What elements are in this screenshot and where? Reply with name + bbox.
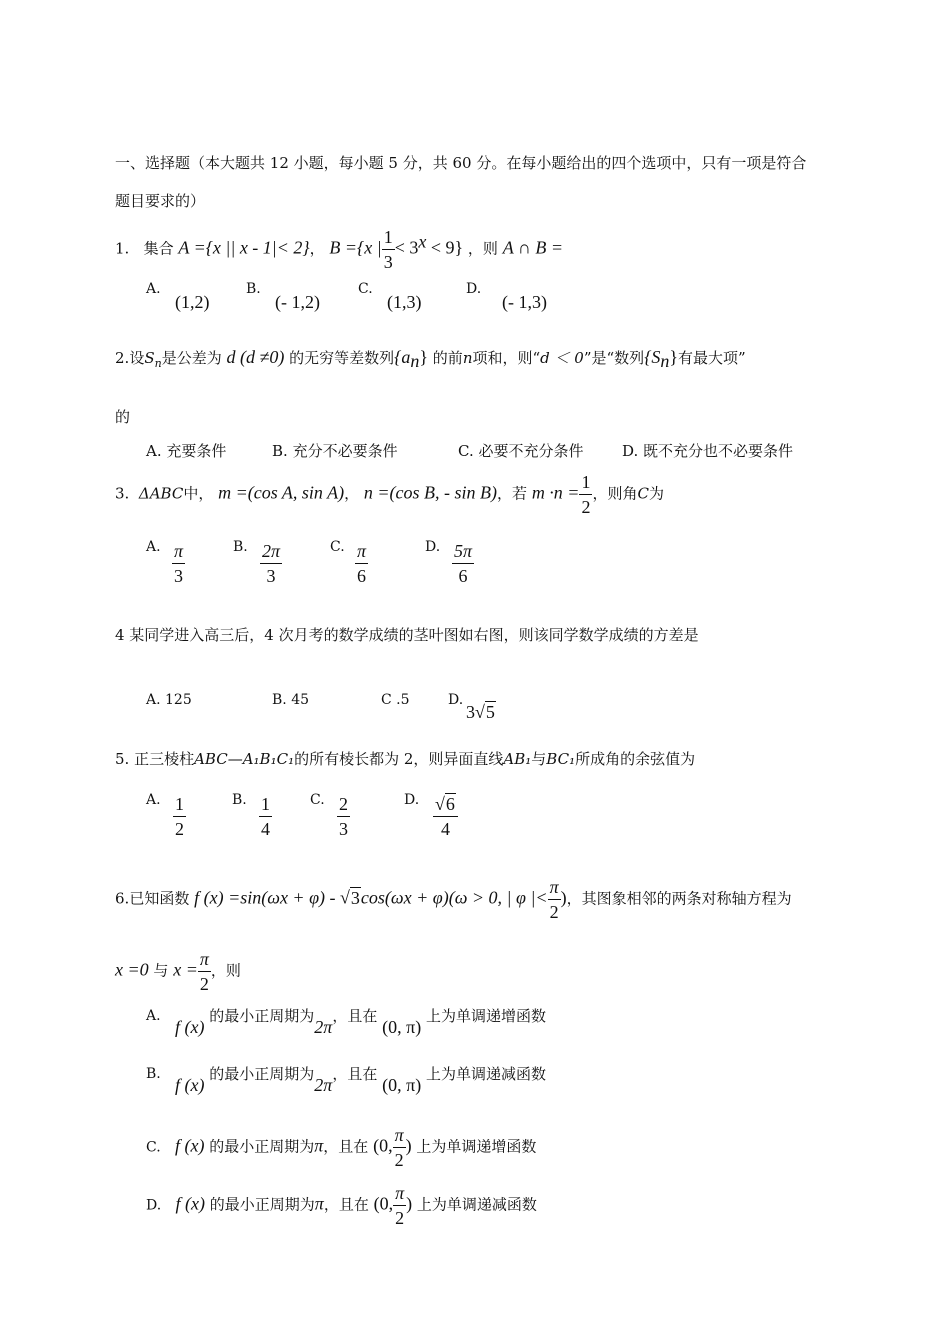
question-2: 2.设$S_n$是公差为 d (d ≠0) 的无穷等差数列$\{a_n\}$ 的前n项和，则“d ＜ 0”是“数列$\{S_n\}$有最大项”: [115, 347, 746, 371]
option-fraction: $\frac{1}{4}$: [261, 794, 270, 839]
q4-option-d-value: 3√5: [466, 702, 495, 722]
question-3: 3. ΔABC中， m =(cos A, sin A)， n =(cos B, - sin B)，若 m ·n = $\frac{1}{2}$ ，则角C为: [115, 472, 664, 517]
section-heading-line1: 一、选择题（本大题共 12 小题，每小题 5 分，共 60 分。在每小题给出的四个选项中，只有一项是符合: [115, 154, 807, 172]
q4-option-c: C .5: [381, 692, 410, 708]
intersection-expr: A ∩ B =: [502, 237, 564, 258]
q2-option-c: C. 必要不充分条件: [458, 442, 584, 460]
option-value: (- 1,3): [502, 292, 547, 312]
option-label: D.: [466, 281, 482, 297]
question-2-cont: 的: [115, 408, 131, 426]
option-fraction: $\frac{√6}{4}$: [433, 795, 458, 838]
option-label: D.: [404, 792, 420, 808]
option-label: C.: [330, 539, 345, 555]
fraction: $\frac{1}{3}$: [383, 227, 393, 272]
question-number: 3.: [115, 484, 130, 503]
q6-option-c: C. f (x) 的最小正周期为π，且在 (0, $\frac{\pi}{2}$ ) 上为单调递增函数: [146, 1125, 537, 1170]
function-expr: f (x) =sin(ωx + φ) -: [194, 887, 341, 908]
section-heading-line2: 题目要求的）: [115, 192, 206, 210]
option-label: B.: [146, 1066, 161, 1082]
question-6: 6.已知函数 f (x) =sin(ωx + φ) - √3cos(ωx + φ)(ω > 0, | φ |< $\frac{\pi}{2}$ )，其图象相邻的两条对称轴方程为: [115, 877, 792, 922]
question-number: 2.: [115, 349, 130, 367]
option-label: B.: [246, 281, 261, 297]
question-5: 5. 正三棱柱ABC—A₁B₁C₁的所有棱长都为 2，则异面直线AB₁与BC₁所成角的余弦值为: [115, 750, 696, 768]
option-label: A.: [146, 281, 161, 297]
q4-option-b: B. 45: [272, 692, 310, 708]
fraction: $\frac{\pi}{2}$: [549, 877, 559, 922]
option-label: A.: [146, 1008, 161, 1024]
q2-option-b: B. 充分不必要条件: [272, 442, 398, 460]
option-value: (1,2): [175, 292, 210, 312]
option-label: B.: [232, 792, 247, 808]
question-6-cont: x =0 与 x = $\frac{\pi}{2}$ ，则: [115, 949, 241, 994]
q6-option-a: f (x) 的最小正周期为2π，且在 (0, π) 上为单调递增函数: [175, 1007, 546, 1037]
option-label: C.: [358, 281, 373, 297]
q6-option-b: f (x) 的最小正周期为2π，且在 (0, π) 上为单调递减函数: [175, 1065, 546, 1095]
option-label: A.: [146, 792, 161, 808]
option-value: (1,3): [387, 292, 422, 312]
question-number: 6.: [115, 889, 130, 908]
option-label: D.: [425, 539, 441, 555]
question-4: 4 某同学进入高三后，4 次月考的数学成绩的茎叶图如右图，则该同学数学成绩的方差是: [115, 626, 699, 644]
option-label: B.: [233, 539, 248, 555]
fraction: $\frac{1}{2}$: [581, 472, 591, 517]
option-fraction: $\frac{2}{3}$: [339, 794, 348, 839]
option-fraction: $\frac{\pi}{3}$: [174, 541, 184, 586]
option-value: (- 1,2): [275, 292, 320, 312]
question-number: 1.: [115, 239, 130, 258]
option-label: D.: [448, 692, 464, 708]
q2-option-d: D. 既不充分也不必要条件: [622, 442, 794, 460]
option-fraction: $\frac{1}{2}$: [175, 794, 184, 839]
option-fraction: $\frac{\pi}{6}$: [357, 541, 367, 586]
q6-option-d: D. f (x) 的最小正周期为π，且在 (0, $\frac{\pi}{2}$ ) 上为单调递减函数: [146, 1183, 537, 1228]
q2-option-a: A. 充要条件: [146, 442, 227, 460]
option-label: C.: [310, 792, 325, 808]
q4-option-a: A. 125: [146, 692, 192, 708]
option-fraction: $\frac{2\pi}{3}$: [262, 541, 281, 586]
option-fraction: $\frac{5\pi}{6}$: [454, 541, 473, 586]
fraction: $\frac{\pi}{2}$: [199, 949, 209, 994]
option-label: A.: [146, 539, 161, 555]
question-1: 1. 集合 A ={x || x - 1|< 2}， B ={x | $\frac{1}{3}$ < $3^x < 9$} ，则 A ∩ B =: [115, 227, 564, 272]
set-a: A ={x || x - 1|< 2}: [178, 237, 310, 258]
